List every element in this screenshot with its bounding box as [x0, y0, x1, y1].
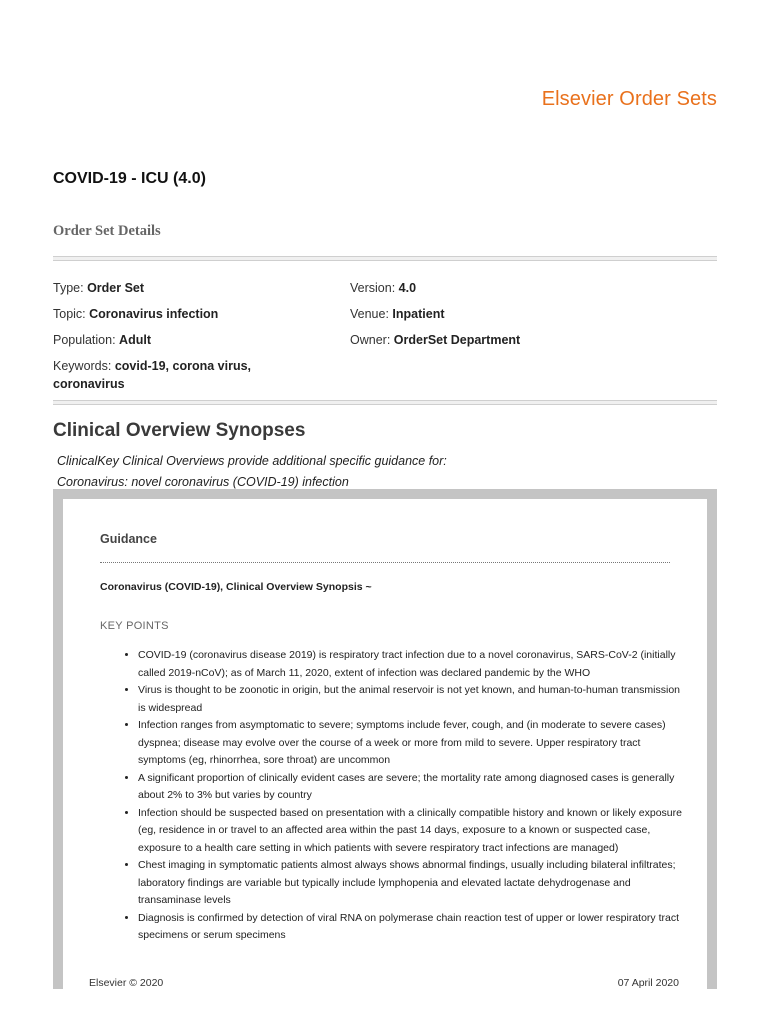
- detail-population-label: Population:: [53, 333, 116, 347]
- detail-venue-value: Inpatient: [392, 307, 445, 321]
- subtitle-line: ClinicalKey Clinical Overviews provide additional specific guidance for:: [57, 454, 447, 468]
- detail-topic: [53, 305, 293, 323]
- guidance-panel-body: [63, 499, 707, 989]
- detail-owner-value: OrderSet Department: [393, 333, 521, 347]
- subtitle-link[interactable]: Coronavirus: novel coronavirus (COVID-19) infection: [57, 475, 349, 489]
- footer-copyright: Elsevier © 2020: [89, 977, 164, 989]
- detail-type-label: Type:: [53, 281, 84, 295]
- dotted-divider: [100, 562, 670, 563]
- key-points-list: [100, 647, 683, 945]
- list-item: • Diagnosis is confirmed by detection of viral RNA on polymerase chain reaction test of upper or lower respiratory tract specimens or serum specimens: [138, 910, 683, 945]
- detail-owner-label: Owner:: [350, 333, 391, 347]
- detail-type-value: Order Set: [87, 281, 145, 295]
- guidance-heading: Guidance: [100, 532, 157, 546]
- detail-type: [53, 279, 293, 297]
- detail-keywords-value: covid-19, corona virus, coronavirus: [53, 359, 252, 391]
- detail-topic-value: Coronavirus infection: [89, 307, 219, 321]
- detail-owner: [350, 331, 680, 349]
- detail-population-value: Adult: [119, 333, 151, 347]
- list-item: • A significant proportion of clinically evident cases are severe; the mortality rate among diagnosed cases is generally about 2% to 3% but varies by country: [138, 770, 683, 805]
- synopsis-title: Coronavirus (COVID-19), Clinical Overview Synopsis ~: [100, 581, 372, 593]
- key-points-label: KEY POINTS: [100, 620, 169, 632]
- guidance-panel: [53, 489, 717, 989]
- detail-version-label: Version:: [350, 281, 396, 295]
- detail-version-value: 4.0: [398, 281, 417, 295]
- detail-keywords: [53, 357, 283, 393]
- list-item: • Chest imaging in symptomatic patients almost always shows abnormal findings, usually including bilateral infiltrates; laboratory findings are variable but typically include lymphopenia and elevated lactate dehydrogenase and transaminase levels: [138, 857, 683, 910]
- order-set-details-heading: Order Set Details: [53, 223, 161, 239]
- detail-topic-label: Topic:: [53, 307, 86, 321]
- document-title: COVID-19 - ICU (4.0): [53, 170, 206, 187]
- footer-date: 07 April 2020: [617, 977, 679, 989]
- list-item: • Infection ranges from asymptomatic to severe; symptoms include fever, cough, and (in moderate to severe cases) dyspnea; disease may evolve over the course of a week or more from mild to severe. Upper respiratory tract symptoms (eg, rhinorrhea, sore throat) are uncommon: [138, 717, 683, 770]
- brand-title: Elsevier Order Sets: [541, 88, 717, 110]
- detail-venue-label: Venue:: [350, 307, 389, 321]
- detail-version: [350, 279, 680, 297]
- list-item: • COVID-19 (coronavirus disease 2019) is respiratory tract infection due to a novel coronavirus, SARS-CoV-2 (initially called 2019-nCoV); as of March 11, 2020, extent of infection was declared pandemic by the WHO: [138, 647, 683, 682]
- clinical-overview-title: Clinical Overview Synopses: [53, 420, 306, 441]
- detail-keywords-label: Keywords:: [53, 359, 112, 373]
- detail-population: [53, 331, 293, 349]
- list-item: • Infection should be suspected based on presentation with a clinically compatible history and known or likely exposure (eg, residence in or travel to an affected area within the past 14 days, exposure to a known or suspected case, exposure to a health care setting in which patients with severe respiratory tract infections are managed): [138, 805, 683, 858]
- divider: [53, 400, 717, 405]
- detail-venue: [350, 305, 680, 323]
- list-item: • Virus is thought to be zoonotic in origin, but the animal reservoir is not yet known, and human-to-human transmission is widespread: [138, 682, 683, 717]
- divider: [53, 256, 717, 261]
- clinical-overview-subtitle: [57, 451, 447, 493]
